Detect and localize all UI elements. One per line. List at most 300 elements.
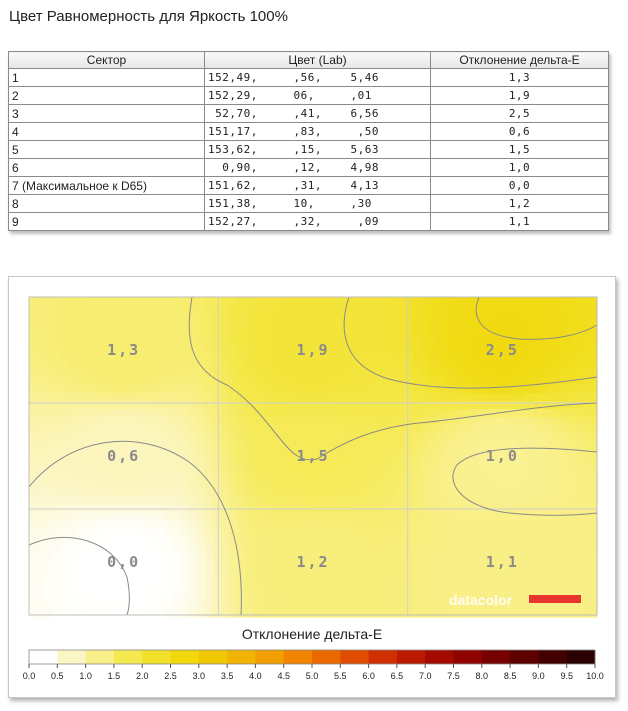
heatmap-pixel <box>461 409 470 418</box>
heatmap-pixel <box>429 337 438 346</box>
heatmap-pixel <box>285 369 294 378</box>
heatmap-pixel <box>133 321 142 330</box>
heatmap-pixel <box>477 353 486 362</box>
heatmap-pixel <box>277 529 286 538</box>
heatmap-pixel <box>165 537 174 546</box>
heatmap-pixel <box>453 401 462 410</box>
heatmap-pixel <box>253 441 262 450</box>
heatmap-pixel <box>45 433 54 442</box>
heatmap-pixel <box>477 441 486 450</box>
heatmap-pixel <box>461 609 470 618</box>
heatmap-pixel <box>101 297 110 306</box>
heatmap-pixel <box>445 377 454 386</box>
heatmap-pixel <box>341 433 350 442</box>
heatmap-pixel <box>373 561 382 570</box>
heatmap-pixel <box>541 465 550 474</box>
colorbar-tick-label: 3.5 <box>220 671 234 681</box>
heatmap-pixel <box>61 537 70 546</box>
heatmap-pixel <box>413 361 422 370</box>
heatmap-pixel <box>461 321 470 330</box>
heatmap-pixel <box>437 409 446 418</box>
heatmap-pixel <box>333 473 342 482</box>
heatmap-pixel <box>117 313 126 322</box>
heatmap-pixel <box>253 481 262 490</box>
heatmap-pixel <box>93 561 102 570</box>
heatmap-pixel <box>525 521 534 530</box>
heatmap-pixel <box>517 377 526 386</box>
heatmap-pixel <box>93 577 102 586</box>
heatmap-pixel <box>309 409 318 418</box>
heatmap-pixel <box>253 417 262 426</box>
heatmap-pixel <box>253 321 262 330</box>
heatmap-pixel <box>197 585 206 594</box>
heatmap-pixel <box>285 537 294 546</box>
heatmap-pixel <box>237 297 246 306</box>
cell-value-label: 2,5 <box>485 341 519 359</box>
heatmap-pixel <box>533 329 542 338</box>
heatmap-pixel <box>565 465 574 474</box>
heatmap-pixel <box>237 329 246 338</box>
heatmap-pixel <box>189 593 198 602</box>
heatmap-pixel <box>181 377 190 386</box>
heatmap-pixel <box>85 433 94 442</box>
heatmap-pixel <box>309 361 318 370</box>
heatmap-pixel <box>165 409 174 418</box>
heatmap-pixel <box>429 569 438 578</box>
heatmap-pixel <box>461 577 470 586</box>
heatmap-pixel <box>389 577 398 586</box>
heatmap-pixel <box>373 433 382 442</box>
colorbar-tick-label: 4.0 <box>249 671 262 681</box>
heatmap-pixel <box>509 465 518 474</box>
heatmap-pixel <box>453 609 462 618</box>
heatmap-pixel <box>141 321 150 330</box>
watermark-bar <box>529 595 581 603</box>
heatmap-pixel <box>485 297 494 306</box>
heatmap-pixel <box>69 577 78 586</box>
heatmap-pixel <box>469 537 478 546</box>
heatmap-pixel <box>365 457 374 466</box>
heatmap-pixel <box>53 473 62 482</box>
heatmap-pixel <box>149 529 158 538</box>
heatmap-pixel <box>93 529 102 538</box>
heatmap-pixel <box>197 553 206 562</box>
heatmap-pixel <box>45 497 54 506</box>
heatmap-pixel <box>389 361 398 370</box>
heatmap-pixel <box>229 593 238 602</box>
heatmap-pixel <box>461 513 470 522</box>
heatmap-pixel <box>525 449 534 458</box>
heatmap-pixel <box>365 537 374 546</box>
heatmap-pixel <box>261 321 270 330</box>
heatmap-pixel <box>405 609 414 618</box>
heatmap-pixel <box>245 329 254 338</box>
heatmap-pixel <box>469 481 478 490</box>
sector-cell: 3 <box>9 105 205 123</box>
heatmap-pixel <box>61 609 70 618</box>
heatmap-pixel <box>589 609 598 618</box>
heatmap-pixel <box>477 489 486 498</box>
heatmap-pixel <box>261 489 270 498</box>
heatmap-pixel <box>221 417 230 426</box>
heatmap-pixel <box>485 305 494 314</box>
heatmap-pixel <box>333 601 342 610</box>
heatmap-pixel <box>245 593 254 602</box>
heatmap-pixel <box>325 433 334 442</box>
heatmap-pixel <box>317 489 326 498</box>
heatmap-pixel <box>125 401 134 410</box>
heatmap-pixel <box>157 433 166 442</box>
heatmap-pixel <box>541 361 550 370</box>
heatmap-pixel <box>517 401 526 410</box>
heatmap-pixel <box>317 537 326 546</box>
cell-value-label: 1,3 <box>107 341 141 359</box>
heatmap-pixel <box>213 481 222 490</box>
heatmap-pixel <box>237 497 246 506</box>
heatmap-pixel <box>445 441 454 450</box>
heatmap-pixel <box>125 433 134 442</box>
heatmap-pixel <box>421 593 430 602</box>
colorbar-swatch <box>482 650 511 664</box>
heatmap-pixel <box>397 481 406 490</box>
heatmap-pixel <box>301 417 310 426</box>
heatmap-pixel <box>461 369 470 378</box>
heatmap-pixel <box>45 393 54 402</box>
heatmap-pixel <box>269 441 278 450</box>
heatmap-pixel <box>373 313 382 322</box>
heatmap-pixel <box>469 401 478 410</box>
heatmap-pixel <box>405 497 414 506</box>
heatmap-pixel <box>157 377 166 386</box>
colorbar-swatch <box>142 650 171 664</box>
heatmap-pixel <box>61 337 70 346</box>
heatmap-pixel <box>181 513 190 522</box>
heatmap-pixel <box>565 481 574 490</box>
heatmap-pixel <box>485 393 494 402</box>
heatmap-pixel <box>261 577 270 586</box>
heatmap-pixel <box>29 377 38 386</box>
heatmap-pixel <box>117 577 126 586</box>
heatmap-pixel <box>381 521 390 530</box>
heatmap-pixel <box>245 513 254 522</box>
heatmap-pixel <box>149 361 158 370</box>
heatmap-pixel <box>269 489 278 498</box>
heatmap-pixel <box>301 377 310 386</box>
heatmap-pixel <box>301 497 310 506</box>
heatmap-pixel <box>573 425 582 434</box>
heatmap-pixel <box>173 313 182 322</box>
heatmap-pixel <box>357 337 366 346</box>
heatmap-pixel <box>461 569 470 578</box>
heatmap-pixel <box>365 465 374 474</box>
heatmap-pixel <box>181 569 190 578</box>
heatmap-pixel <box>149 481 158 490</box>
heatmap-pixel <box>349 337 358 346</box>
heatmap-pixel <box>141 569 150 578</box>
heatmap-pixel <box>333 417 342 426</box>
heatmap-pixel <box>45 441 54 450</box>
heatmap-pixel <box>197 609 206 618</box>
heatmap-pixel <box>373 553 382 562</box>
heatmap-pixel <box>37 601 46 610</box>
heatmap-pixel <box>133 425 142 434</box>
heatmap-pixel <box>229 369 238 378</box>
heatmap-pixel <box>285 473 294 482</box>
heatmap-pixel <box>93 313 102 322</box>
heatmap-pixel <box>565 457 574 466</box>
heatmap-pixel <box>293 417 302 426</box>
heatmap-pixel <box>437 473 446 482</box>
heatmap-pixel <box>389 569 398 578</box>
heatmap-pixel <box>213 465 222 474</box>
heatmap-pixel <box>477 609 486 618</box>
heatmap-pixel <box>253 497 262 506</box>
heatmap-pixel <box>309 305 318 314</box>
heatmap-pixel <box>525 313 534 322</box>
heatmap-pixel <box>173 513 182 522</box>
heatmap-pixel <box>85 569 94 578</box>
heatmap-pixel <box>277 585 286 594</box>
heatmap-pixel <box>285 513 294 522</box>
heatmap-pixel <box>269 521 278 530</box>
table-row <box>9 105 609 123</box>
heatmap-pixel <box>309 369 318 378</box>
heatmap-pixel <box>381 609 390 618</box>
heatmap-pixel <box>445 409 454 418</box>
heatmap-pixel <box>61 305 70 314</box>
heatmap-pixel <box>261 513 270 522</box>
heatmap-pixel <box>445 553 454 562</box>
heatmap-pixel <box>285 353 294 362</box>
heatmap-pixel <box>253 553 262 562</box>
heatmap-pixel <box>549 473 558 482</box>
heatmap-pixel <box>269 545 278 554</box>
heatmap-pixel <box>213 401 222 410</box>
heatmap-pixel <box>245 465 254 474</box>
heatmap-pixel <box>125 329 134 338</box>
table-row <box>9 141 609 159</box>
heatmap-pixel <box>93 481 102 490</box>
heatmap-pixel <box>237 521 246 530</box>
heatmap-pixel <box>461 361 470 370</box>
heatmap-pixel <box>189 545 198 554</box>
heatmap-pixel <box>461 337 470 346</box>
heatmap-pixel <box>165 489 174 498</box>
heatmap-pixel <box>581 433 590 442</box>
heatmap-pixel <box>229 577 238 586</box>
heatmap-pixel <box>285 449 294 458</box>
heatmap-pixel <box>461 353 470 362</box>
heatmap-pixel <box>365 593 374 602</box>
heatmap-pixel <box>333 569 342 578</box>
heatmap-pixel <box>205 545 214 554</box>
heatmap-pixel <box>541 561 550 570</box>
heatmap-pixel <box>205 385 214 394</box>
heatmap-pixel <box>557 457 566 466</box>
heatmap-pixel <box>85 585 94 594</box>
heatmap-pixel <box>397 545 406 554</box>
heatmap-pixel <box>269 377 278 386</box>
heatmap-pixel <box>93 377 102 386</box>
heatmap-pixel <box>517 529 526 538</box>
heatmap-pixel <box>325 305 334 314</box>
heatmap-pixel <box>133 585 142 594</box>
heatmap-pixel <box>253 513 262 522</box>
heatmap-pixel <box>421 417 430 426</box>
heatmap-pixel <box>509 393 518 402</box>
heatmap-pixel <box>373 585 382 594</box>
heatmap-pixel <box>333 553 342 562</box>
heatmap-pixel <box>29 329 38 338</box>
heatmap-pixel <box>461 313 470 322</box>
heatmap-pixel <box>365 513 374 522</box>
heatmap-pixel <box>269 417 278 426</box>
heatmap-pixel <box>85 601 94 610</box>
heatmap-pixel <box>413 417 422 426</box>
heatmap-pixel <box>477 577 486 586</box>
heatmap-pixel <box>29 545 38 554</box>
heatmap-pixel <box>413 409 422 418</box>
heatmap-pixel <box>61 401 70 410</box>
heatmap-pixel <box>149 489 158 498</box>
heatmap-pixel <box>549 513 558 522</box>
heatmap-pixel <box>341 537 350 546</box>
heatmap-pixel <box>269 345 278 354</box>
heatmap-pixel <box>237 385 246 394</box>
heatmap-pixel <box>389 537 398 546</box>
heatmap-pixel <box>237 529 246 538</box>
lab-cell: 151,62, ,31, 4,13 <box>205 177 431 195</box>
heatmap-pixel <box>157 513 166 522</box>
heatmap-pixel <box>101 385 110 394</box>
heatmap-pixel <box>581 585 590 594</box>
heatmap-pixel <box>445 513 454 522</box>
heatmap-pixel <box>29 401 38 410</box>
heatmap-pixel <box>557 433 566 442</box>
heatmap-pixel <box>141 313 150 322</box>
heatmap-pixel <box>549 417 558 426</box>
heatmap-pixel <box>581 369 590 378</box>
heatmap-pixel <box>429 489 438 498</box>
heatmap-pixel <box>477 409 486 418</box>
heatmap-pixel <box>85 345 94 354</box>
heatmap-pixel <box>581 481 590 490</box>
heatmap-pixel <box>317 585 326 594</box>
heatmap-pixel <box>141 465 150 474</box>
heatmap-pixel <box>389 329 398 338</box>
heatmap-pixel <box>109 585 118 594</box>
heatmap-pixel <box>261 401 270 410</box>
heatmap-pixel <box>469 545 478 554</box>
heatmap-pixel <box>333 433 342 442</box>
heatmap-pixel <box>141 329 150 338</box>
table-row <box>9 177 609 195</box>
heatmap-pixel <box>581 401 590 410</box>
heatmap-pixel <box>269 393 278 402</box>
heatmap-pixel <box>261 537 270 546</box>
heatmap-pixel <box>69 553 78 562</box>
heatmap-pixel <box>557 449 566 458</box>
heatmap-pixel <box>413 553 422 562</box>
heatmap-pixel <box>581 489 590 498</box>
heatmap-pixel <box>149 585 158 594</box>
heatmap-pixel <box>29 393 38 402</box>
heatmap-pixel <box>525 377 534 386</box>
heatmap-pixel <box>237 313 246 322</box>
heatmap-pixel <box>77 545 86 554</box>
header-lab: Цвет (Lab) <box>205 52 431 69</box>
heatmap-pixel <box>285 601 294 610</box>
heatmap-pixel <box>53 577 62 586</box>
heatmap-pixel <box>229 569 238 578</box>
heatmap-pixel <box>357 561 366 570</box>
heatmap-pixel <box>533 337 542 346</box>
heatmap-pixel <box>517 521 526 530</box>
heatmap-pixel <box>37 361 46 370</box>
heatmap-pixel <box>493 361 502 370</box>
heatmap-pixel <box>421 497 430 506</box>
heatmap-pixel <box>181 545 190 554</box>
heatmap-pixel <box>53 385 62 394</box>
heatmap-pixel <box>437 609 446 618</box>
heatmap-pixel <box>301 481 310 490</box>
heatmap-pixel <box>589 417 598 426</box>
heatmap-pixel <box>77 585 86 594</box>
heatmap-pixel <box>381 465 390 474</box>
heatmap-pixel <box>213 473 222 482</box>
heatmap-pixel <box>173 465 182 474</box>
colorbar-tick-label: 1.0 <box>79 671 92 681</box>
heatmap-pixel <box>133 481 142 490</box>
heatmap-pixel <box>197 577 206 586</box>
heatmap-pixel <box>165 577 174 586</box>
heatmap-pixel <box>101 481 110 490</box>
heatmap-pixel <box>29 497 38 506</box>
heatmap-pixel <box>549 537 558 546</box>
heatmap-pixel <box>221 577 230 586</box>
heatmap-pixel <box>173 473 182 482</box>
heatmap-pixel <box>437 529 446 538</box>
heatmap-pixel <box>373 489 382 498</box>
heatmap-pixel <box>453 513 462 522</box>
heatmap-pixel <box>589 449 598 458</box>
heatmap-pixel <box>45 489 54 498</box>
heatmap-pixel <box>341 393 350 402</box>
heatmap-pixel <box>141 529 150 538</box>
heatmap-pixel <box>581 425 590 434</box>
heatmap-pixel <box>221 561 230 570</box>
heatmap-pixel <box>61 585 70 594</box>
heatmap-pixel <box>533 609 542 618</box>
heatmap-pixel <box>389 409 398 418</box>
heatmap-pixel <box>245 545 254 554</box>
heatmap-pixel <box>341 585 350 594</box>
heatmap-pixel <box>213 353 222 362</box>
delta-cell: 1,3 <box>431 69 609 87</box>
heatmap-pixel <box>197 337 206 346</box>
heatmap-pixel <box>37 585 46 594</box>
heatmap-pixel <box>333 465 342 474</box>
heatmap-pixel <box>317 601 326 610</box>
heatmap-pixel <box>445 305 454 314</box>
heatmap-pixel <box>493 297 502 306</box>
heatmap-pixel <box>197 601 206 610</box>
heatmap-pixel <box>429 401 438 410</box>
heatmap-pixel <box>317 529 326 538</box>
heatmap-pixel <box>437 521 446 530</box>
heatmap-pixel <box>197 569 206 578</box>
heatmap-pixel <box>149 409 158 418</box>
